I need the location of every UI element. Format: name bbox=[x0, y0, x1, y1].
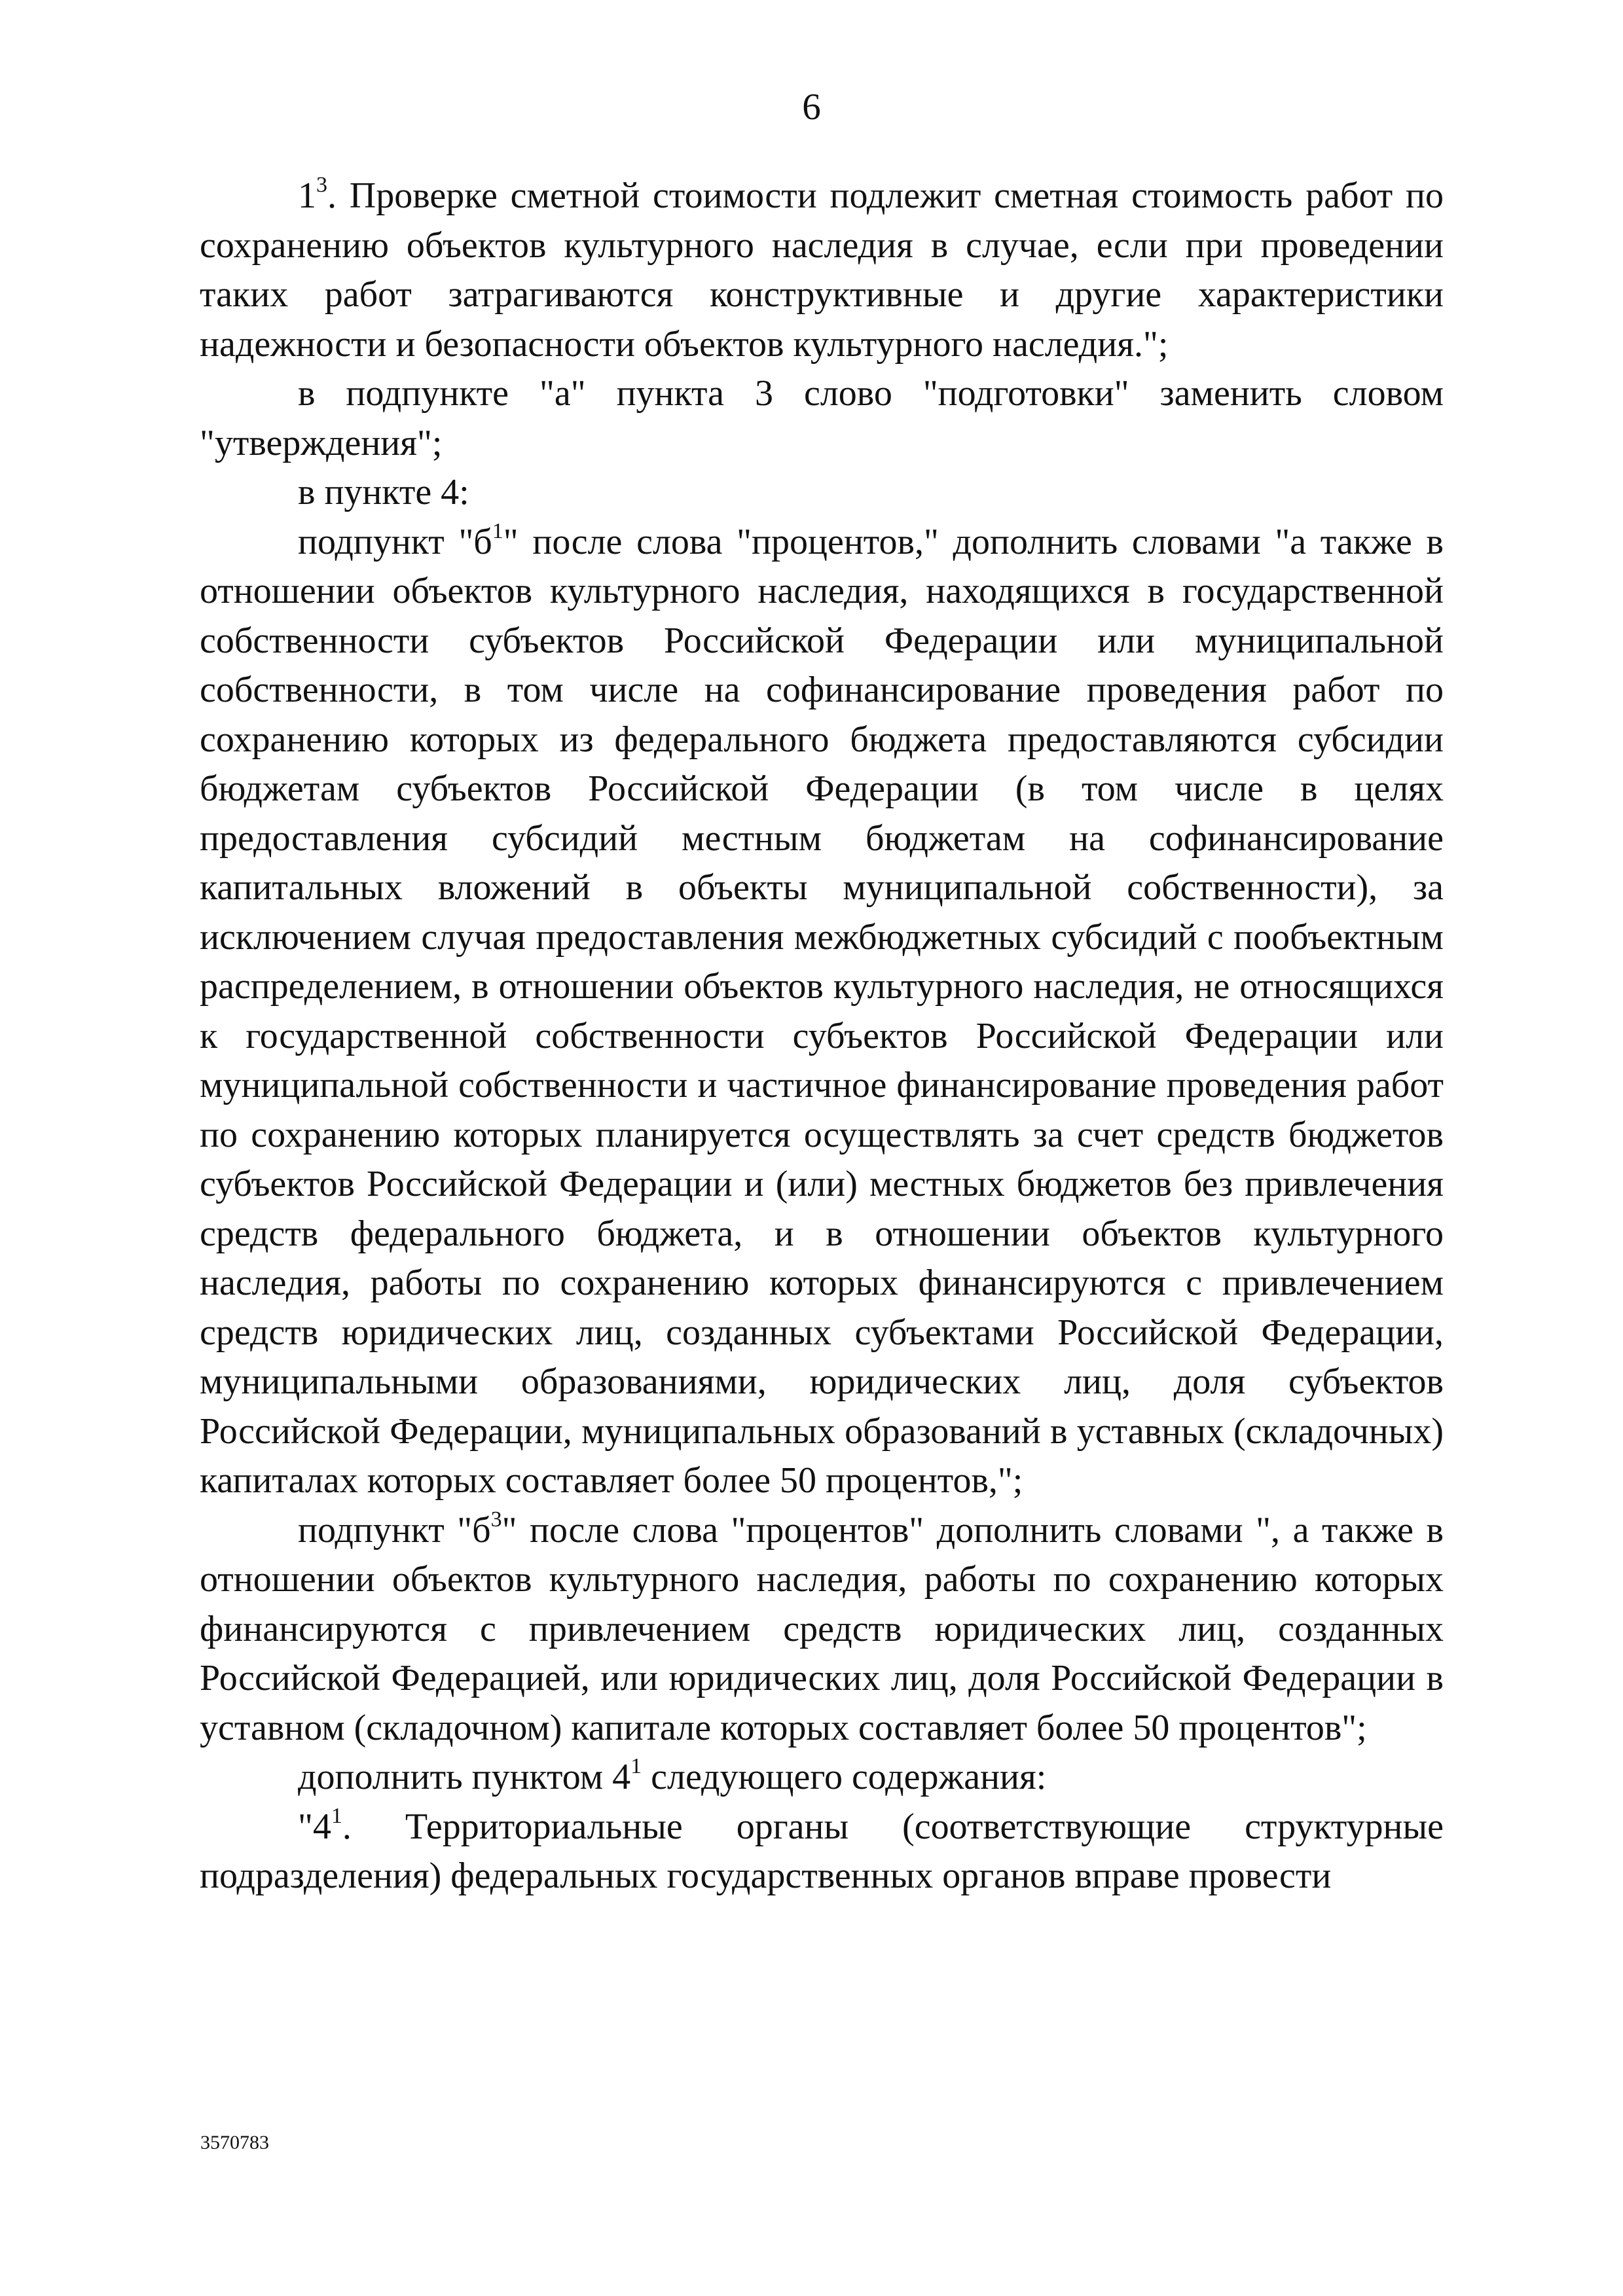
paragraph-subpoint-a bbox=[200, 369, 1444, 468]
superscript: 3 bbox=[490, 1507, 502, 1532]
paragraph-text: . Территориальные органы (соответствующие структурные подразделения) федеральных государственных органов вправе провести bbox=[200, 1806, 1444, 1896]
superscript: 3 bbox=[316, 173, 327, 197]
paragraph-text: " после слова "процентов" дополнить словами ", а также в отношении объектов культурного наследия, работы по сохранению которых финансируются с привлечением средств юридических лиц, созданных Российской Федерацией, или юридических лиц, доля Российской Федерации в уставном (складочном) капитале которых составляет более 50 процентов"; bbox=[200, 1509, 1444, 1748]
document-code: 3570783 bbox=[200, 2132, 269, 2153]
paragraph-prefix: 1 bbox=[298, 175, 316, 216]
paragraph-text: " после слова "процентов," дополнить словами "а также в отношении объектов культурного наследия, находящихся в государственной собственности субъектов Российской Федерации или муниципальной собственности, в том числе на софинансирование проведения работ по сохранению которых из федерального бюджета предоставляются субсидии бюджетам субъектов Российской Федерации (в том числе в целях предоставления субсидий местным бюджетам на софинансирование капитальных вложений в объекты муниципальной собственности), за исключением случая предоставления межбюджетных субсидий с пообъектным распределением, в отношении объектов культурного наследия, не относящихся к государственной собственности субъектов Российской Федерации или муниципальной собственности и частичное финансирование проведения работ по сохранению которых планируется осуществлять за счет средств бюджетов субъектов Российской Федерации и (или) местных бюджетов без привлечения средств федерального бюджета, и в отношении объектов культурного наследия, работы по сохранению которых финансируются с привлечением средств юридических лиц, созданных субъектами Российской Федерации, муниципальными образованиями, юридических лиц, доля субъектов Российской Федерации, муниципальных образований в уставных (складочных) капиталах которых составляет более 50 процентов,"; bbox=[200, 521, 1444, 1501]
superscript: 1 bbox=[492, 518, 503, 543]
paragraph-add-point-4-1 bbox=[200, 1753, 1444, 1803]
paragraph-clause-1-3 bbox=[200, 171, 1444, 369]
paragraph-text: следующего содержания: bbox=[642, 1757, 1047, 1797]
paragraph-prefix: дополнить пунктом 4 bbox=[298, 1757, 631, 1797]
paragraph-text: в подпункте "а" пункта 3 слово "подготовки" заменить словом "утверждения"; bbox=[200, 373, 1444, 463]
paragraph-prefix: подпункт "б bbox=[298, 1509, 491, 1551]
paragraph-prefix: подпункт "б bbox=[298, 521, 492, 562]
paragraph-text: в пункте 4: bbox=[298, 472, 469, 512]
paragraph-subpoint-b3 bbox=[200, 1506, 1444, 1753]
superscript: 1 bbox=[630, 1754, 642, 1778]
paragraph-prefix: "4 bbox=[298, 1806, 331, 1847]
document-body bbox=[200, 171, 1444, 1901]
paragraph-point-4 bbox=[200, 468, 1444, 518]
superscript: 1 bbox=[331, 1803, 342, 1828]
paragraph-text: . Проверке сметной стоимости подлежит сметная стоимость работ по сохранению объектов культурного наследия в случае, если при проведении таких работ затрагиваются конструктивные и другие характеристики надежности и безопасности объектов культурного наследия."; bbox=[200, 175, 1444, 365]
paragraph-point-4-1-text bbox=[200, 1803, 1444, 1901]
paragraph-subpoint-b1 bbox=[200, 518, 1444, 1506]
page-number: 6 bbox=[802, 86, 821, 128]
